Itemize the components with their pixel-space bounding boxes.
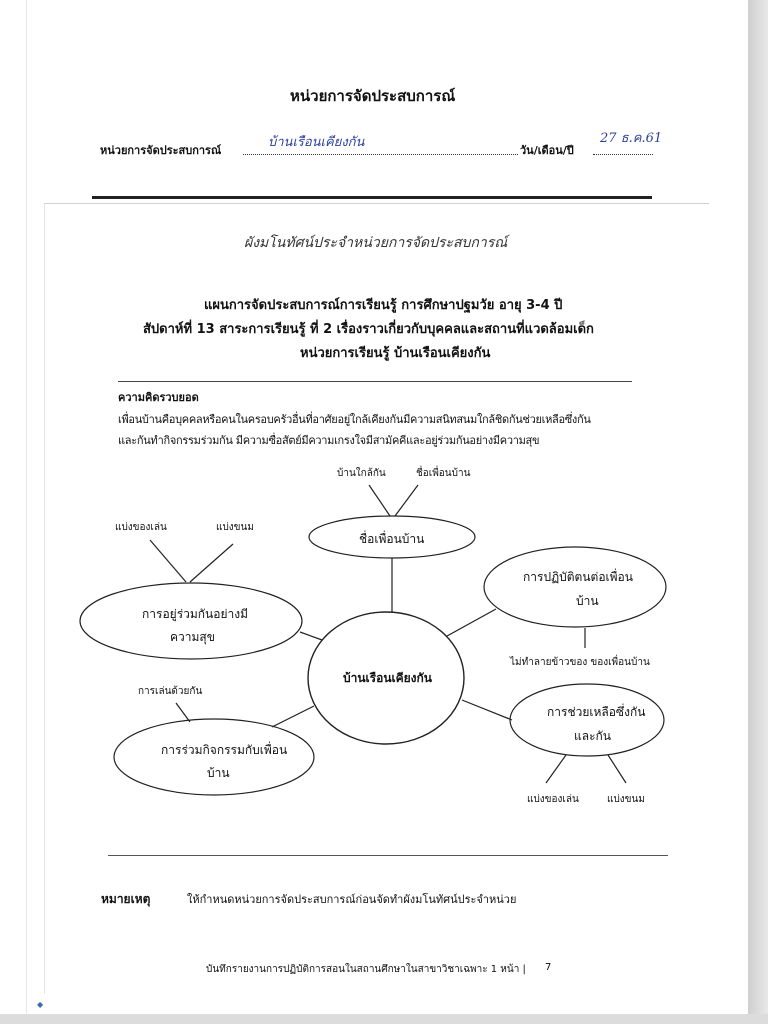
- node-center-label: บ้านเรือนเคียงกัน: [343, 671, 433, 685]
- leaf-left-1: แบ่งของเล่น: [115, 522, 167, 533]
- unit-handwritten-value: บ้านเรือนเคียงกัน: [268, 135, 365, 150]
- node-right-bottom-label-2: และกัน: [574, 729, 612, 743]
- date-label: วัน/เดือน/ปี: [520, 144, 574, 157]
- node-bottom-left-label-2: บ้าน: [207, 766, 230, 780]
- footer-text: บันทึกรายงานการปฏิบัติการสอนในสถานศึกษาในสาขาวิชาเฉพาะ 1 หน้า |: [206, 964, 526, 975]
- leaf-connector-right-bottom-1: [546, 755, 566, 783]
- connector-right-bottom: [462, 700, 512, 720]
- connector-bottom-left: [272, 706, 314, 727]
- leaf-connector-top-1: [369, 485, 390, 516]
- connector-left: [300, 632, 322, 640]
- week-line: สัปดาห์ที่ 13 สาระการเรียนรู้ ที่ 2 เรื่องราวเกี่ยวกับบุคคลและสถานที่แวดล้อมเด็ก: [143, 322, 594, 337]
- leaf-right-top: ไม่ทำลายข้าวของ ของเพื่อนบ้าน: [510, 657, 650, 668]
- leaf-left-2: แบ่งขนม: [216, 522, 254, 533]
- leaf-bottom-left: การเล่นด้วยกัน: [138, 686, 203, 697]
- document-title: หน่วยการจัดประสบการณ์: [290, 87, 456, 105]
- footer-page-number: 7: [545, 962, 552, 973]
- note-label: หมายเหตุ: [101, 892, 151, 906]
- note-text: ให้กำหนดหน่วยการจัดประสบการณ์ก่อนจัดทำผังมโนทัศน์ประจำหน่วย: [187, 893, 517, 906]
- concept-line-2: และกันทำกิจกรรมร่วมกัน มีความซื่อสัตย์มีความเกรงใจมีสามัคคีและอยู่ร่วมกันอย่างมีความสุข: [118, 434, 540, 447]
- node-right-top-shape: [484, 547, 666, 627]
- corner-mark-icon: ◆: [37, 1000, 44, 1009]
- node-right-bottom-label-1: การช่วยเหลือซึ่งกัน: [547, 705, 646, 719]
- date-handwritten-value: 27 ธ.ค.61: [600, 131, 663, 146]
- leaf-connector-top-2: [395, 485, 418, 516]
- node-bottom-left-label-1: การร่วมกิจกรรมกับเพื่อน: [161, 743, 288, 757]
- unit-label: หน่วยการจัดประสบการณ์: [100, 144, 222, 157]
- node-right-top-label-1: การปฏิบัติตนต่อเพื่อน: [523, 570, 633, 584]
- handwritten-title: ผังมโนทัศน์ประจำหน่วยการจัดประสบการณ์: [244, 235, 508, 251]
- leaf-connector-bottom-left: [176, 703, 190, 722]
- leaf-top-2: ชื่อเพื่อนบ้าน: [416, 468, 471, 479]
- leaf-right-bottom-1: แบ่งของเล่น: [527, 794, 579, 805]
- node-left-label-2: ความสุข: [170, 630, 215, 644]
- leaf-right-bottom-2: แบ่งขนม: [607, 794, 645, 805]
- leaf-connector-left-1: [150, 540, 186, 582]
- leaf-connector-left-2: [190, 544, 233, 582]
- connector-right-top: [447, 609, 496, 636]
- node-right-top-label-2: บ้าน: [576, 594, 599, 608]
- bottom-rule: [108, 855, 668, 856]
- leaf-top-1: บ้านใกล้กัน: [337, 468, 386, 479]
- unit-line: หน่วยการเรียนรู้ บ้านเรือนเคียงกัน: [300, 346, 491, 361]
- concept-line-1: เพื่อนบ้านคือบุคคลหรือคนในครอบครัวอื่นที่อาศัยอยู่ใกล้เคียงกันมีความสนิทสนมใกล้ชิดกันช่วยเหลือซึ่งกัน: [118, 413, 591, 426]
- concept-heading: ความคิดรวบยอด: [118, 391, 199, 404]
- node-top-label: ชื่อเพื่อนบ้าน: [359, 532, 425, 546]
- plan-title: แผนการจัดประสบการณ์การเรียนรู้ การศึกษาปฐมวัย อายุ 3-4 ปี: [204, 298, 563, 313]
- leaf-connector-right-bottom-2: [608, 755, 626, 783]
- node-left-label-1: การอยู่ร่วมกันอย่างมี: [142, 607, 248, 621]
